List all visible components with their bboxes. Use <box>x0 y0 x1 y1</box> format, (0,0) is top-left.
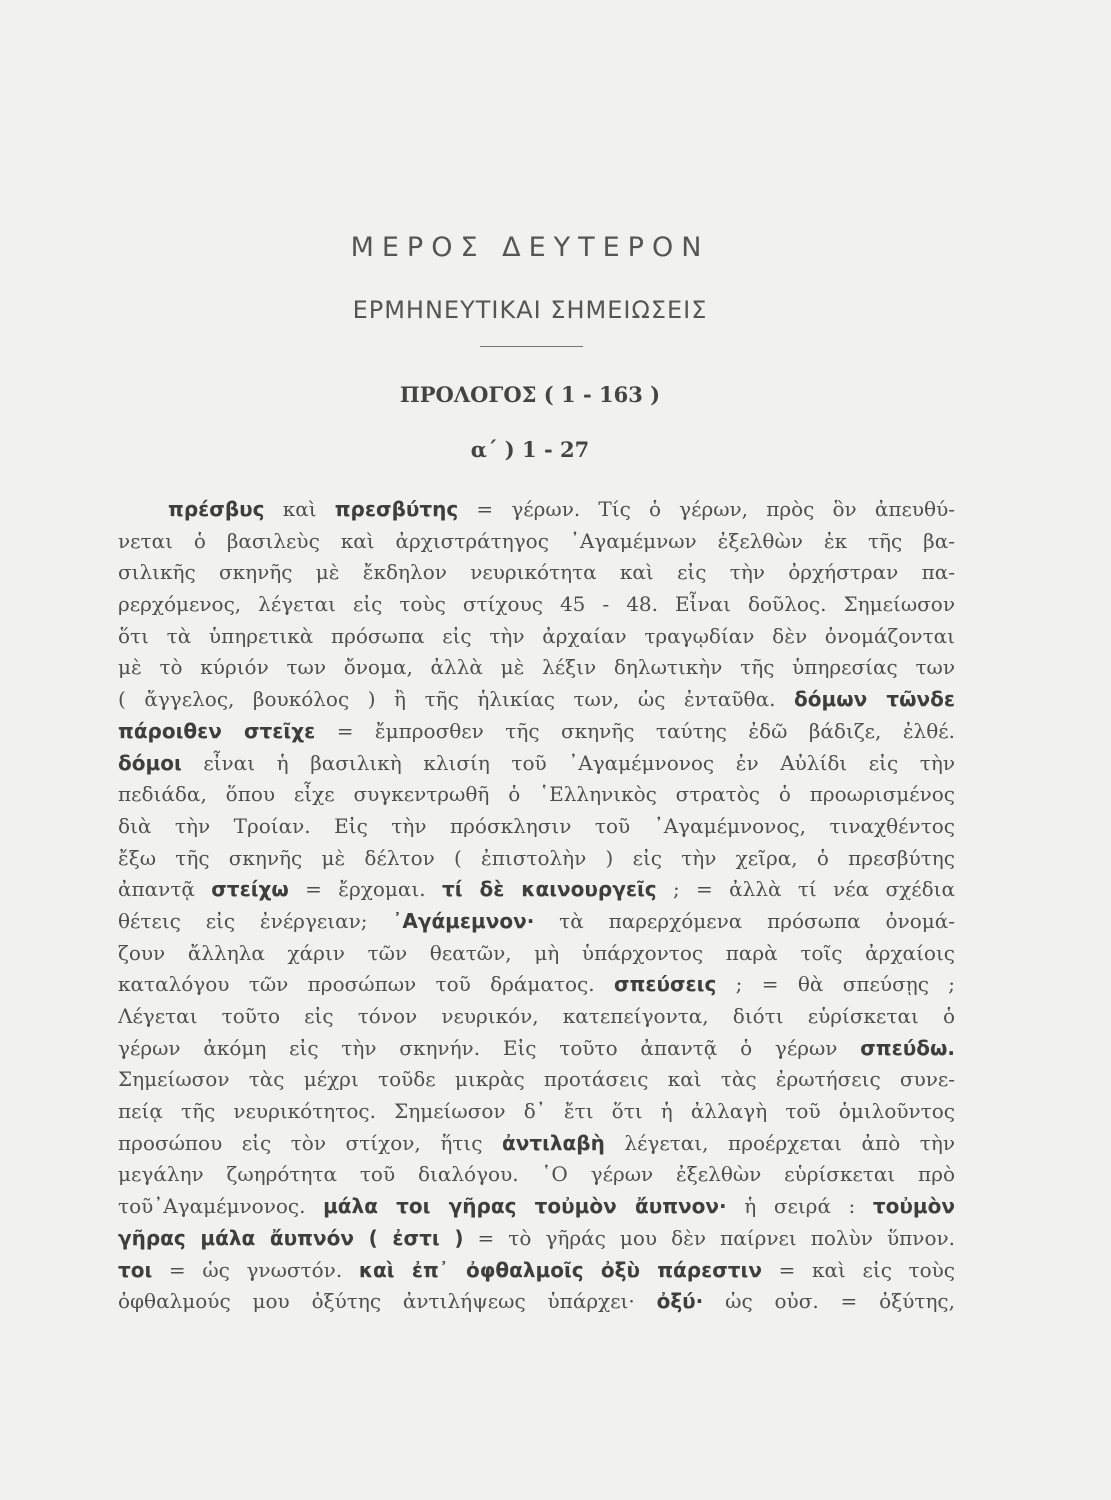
text-line <box>118 1001 955 1033</box>
section-title: ΠΡΟΛΟΓΟΣ ( 1 - 163 ) <box>399 382 661 407</box>
part-title: ΜΕΡΟΣ ΔΕΥΤΕΡΟΝ <box>350 232 710 263</box>
text-run: = ὡς γνωστόν. <box>152 1257 359 1282</box>
text-line <box>118 716 955 748</box>
text-line <box>118 969 955 1001</box>
lemma-term: τί δὲ καινουργεῖς <box>441 877 657 902</box>
text-line <box>118 1223 955 1255</box>
lemma-term: πρέσβυς <box>168 497 265 521</box>
text-run: ρερχόμενος, λέγεται εἰς τοὺς στίχους 45 - 48. Εἶναι δοῦλος. Σημείωσον <box>118 592 955 617</box>
text-line <box>118 1255 955 1287</box>
text-run: ὅτι τὰ ὑπηρετικὰ πρόσωπα εἰς τὴν ἀρχαίαν τραγῳδίαν δὲν ὀνομάζονται <box>118 623 955 648</box>
text-run: = καὶ εἰς τοὺς <box>761 1257 955 1282</box>
lemma-term: πάροιθεν στεῖχε <box>118 718 316 743</box>
text-line <box>118 843 955 875</box>
lemma-term: δόμοι <box>118 750 182 775</box>
text-run: τοῦ᾿Αγαμέμνονος. <box>118 1194 324 1219</box>
lemma-term: καὶ ἐπ᾿ ὀφθαλμοῖς ὀξὺ πάρεστιν <box>358 1257 762 1282</box>
lemma-term: σπεύσεις <box>613 972 717 997</box>
lemma-term: πρεσβύτης <box>334 497 459 521</box>
text-run: εἶναι ἡ βασιλικὴ κλισίη τοῦ ᾿Αγαμέμνονος ἐν Αὐλίδι εἰς τὴν <box>181 750 955 775</box>
text-line <box>118 1033 955 1065</box>
text-run: καταλόγου τῶν προσώπων τοῦ δράματος. <box>118 972 614 997</box>
title-divider <box>480 346 583 347</box>
text-run: ἡ σειρά : <box>726 1194 873 1219</box>
text-line <box>118 589 955 621</box>
text-run: μὲ τὸ κύριόν των ὄνομα, ἀλλὰ μὲ λέξιν δηλωτικὴν τῆς ὑπηρεσίας των <box>118 655 955 680</box>
text-line <box>118 1286 955 1318</box>
text-line <box>118 1128 955 1160</box>
text-run: σιλικῆς σκηνῆς μὲ ἔκδηλον νευρικότητα καὶ εἰς τὴν ὀρχήστραν πα- <box>118 560 955 585</box>
lemma-term: σπεύδω. <box>860 1035 955 1060</box>
text-run: ( ἄγγελος, βουκόλος ) ἢ τῆς ἡλικίας των, ὡς ἐνταῦθα. <box>118 687 794 712</box>
text-run: προσώπου εἰς τὸν στίχον, ἥτις <box>118 1130 502 1155</box>
text-run: πείᾳ τῆς νευρικότητος. Σημείωσον δ᾿ ἔτι ὅτι ἡ ἀλλαγὴ τοῦ ὁμιλοῦντος <box>118 1099 955 1124</box>
text-line <box>118 874 955 906</box>
text-run: τὰ παρερχόμενα πρόσωπα ὀνομά- <box>534 908 955 933</box>
text-run: ζουν ἄλληλα χάριν τῶν θεατῶν, μὴ ὑπάρχοντος παρὰ τοῖς ἀρχαίοις <box>118 940 955 965</box>
lemma-term: τοι <box>118 1257 153 1282</box>
text-run: ἔξω τῆς σκηνῆς μὲ δέλτον ( ἐπιστολὴν ) εἰς τὴν χεῖρα, ὁ πρεσβύτης <box>118 845 955 870</box>
text-line <box>118 494 955 526</box>
lemma-term: στείχω <box>211 877 289 902</box>
lemma-term: δόμων τῶνδε <box>794 687 955 712</box>
subsection-title: α΄ ) 1 - 27 <box>470 437 590 462</box>
text-run: = ἔρχομαι. <box>288 877 442 902</box>
commentary-text <box>118 494 955 1318</box>
text-line <box>118 684 955 716</box>
text-line <box>118 906 955 938</box>
text-run: = ἔμπροσθεν τῆς σκηνῆς ταύτης ἐδῶ βάδιζε, ἐλθέ. <box>315 718 955 743</box>
text-line <box>118 526 955 558</box>
lemma-term: τοὐμὸν <box>872 1194 955 1219</box>
text-line <box>118 1096 955 1128</box>
text-run: = γέρων. Τίς ὁ γέρων, πρὸς ὃν ἀπευθύ- <box>458 497 955 521</box>
text-line <box>118 779 955 811</box>
text-line <box>118 652 955 684</box>
text-run: = τὸ γῆράς μου δὲν παίρνει πολὺν ὕπνον. <box>463 1225 955 1250</box>
text-run: ἀπαντᾷ <box>118 877 212 902</box>
text-line <box>118 1064 955 1096</box>
text-run: διὰ τὴν Τροίαν. Εἰς τὴν πρόσκλησιν τοῦ ᾿Αγαμέμνονος, τιναχθέντος <box>118 813 955 838</box>
text-run: γέρων ἀκόμη εἰς τὴν σκηνήν. Εἰς τοῦτο ἀπαντᾷ ὁ γέρων <box>118 1035 861 1060</box>
text-run: θέτεις εἰς ἐνέργειαν; <box>118 908 393 933</box>
text-line <box>118 1159 955 1191</box>
text-run: λέγεται, προέρχεται ἀπὸ τὴν <box>604 1130 955 1155</box>
text-line <box>118 621 955 653</box>
text-line <box>118 938 955 970</box>
text-line <box>118 1191 955 1223</box>
text-line <box>118 748 955 780</box>
lemma-term: ᾿Αγάμεμνον· <box>392 908 535 933</box>
text-run: μεγάλην ζωηρότητα τοῦ διαλόγου. ῾Ο γέρων ἐξελθὼν εὑρίσκεται πρὸ <box>118 1162 955 1187</box>
text-run: πεδιάδα, ὅπου εἶχε συγκεντρωθῆ ὁ ῾Ελληνικὸς στρατὸς ὁ προωρισμένος <box>118 782 955 807</box>
text-run: ὀφθαλμούς μου ὀξύτης ἀντιλήψεως ὑπάρχει· <box>118 1289 657 1314</box>
text-run: Σημείωσον τὰς μέχρι τοῦδε μικρὰς προτάσεις καὶ τὰς ἐρωτήσεις συνε- <box>118 1067 955 1092</box>
text-run: καὶ <box>264 497 335 521</box>
lemma-term: ἀντιλαβὴ <box>501 1130 605 1155</box>
text-line <box>118 811 955 843</box>
text-run: Λέγεται τοῦτο εἰς τόνον νευρικόν, κατεπείγοντα, διότι εὑρίσκεται ὁ <box>118 1004 955 1028</box>
lemma-term: ὀξύ· <box>656 1289 704 1314</box>
chapter-title: ΕΡΜΗΝΕΥΤΙΚΑΙ ΣΗΜΕΙΩΣΕΙΣ <box>352 296 708 324</box>
lemma-term: μάλα τοι γῆρας τοὐμὸν ἄυπνον· <box>323 1194 727 1219</box>
text-run: ὡς οὐσ. = ὀξύτης, <box>703 1289 955 1314</box>
text-line <box>118 557 955 589</box>
text-run: ; = ἀλλὰ τί νέα σχέδια <box>656 877 955 902</box>
text-run: ; = θὰ σπεύσῃς ; <box>716 972 955 997</box>
text-run: νεται ὁ βασιλεὺς καὶ ἀρχιστράτηγος ᾿Αγαμέμνων ἐξελθὼν ἐκ τῆς βα- <box>118 528 955 553</box>
lemma-term: γῆρας μάλα ἄυπνόν ( ἐστι ) <box>118 1225 464 1250</box>
